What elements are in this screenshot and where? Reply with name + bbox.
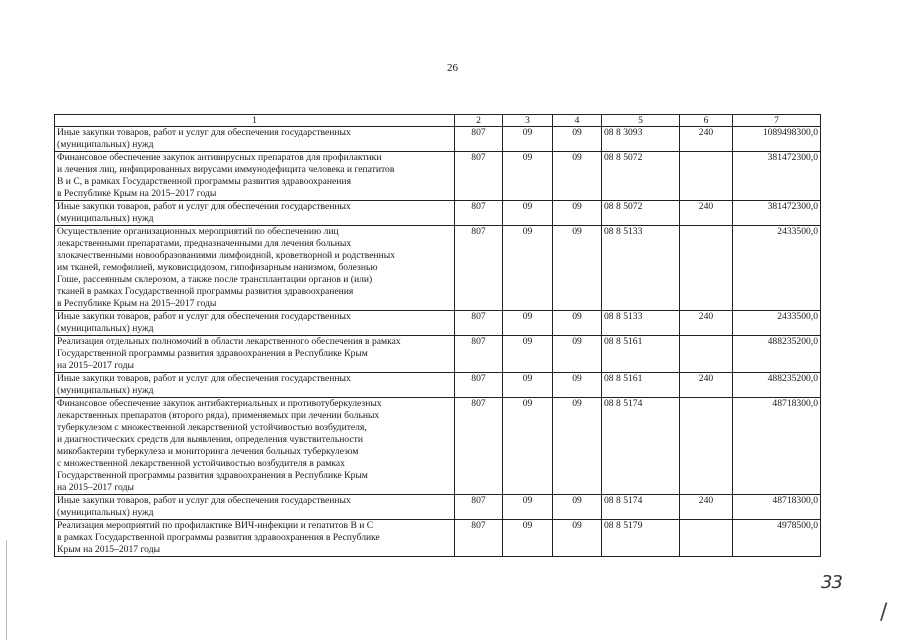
row-description: Реализация мероприятий по профилактике ВИЧ-инфекции и гепатитов В и С в рамках Государственной программы развития здравоохранения в Республике Крым на 2015–2017 годы xyxy=(55,520,455,557)
table-row xyxy=(55,520,821,557)
amount: 381472300,0 xyxy=(733,152,821,201)
row-description: Осуществление организационных мероприятий по обеспечению лиц лекарственными препаратами, предназначенными для лечения больных злокачественными новообразованиями лимфоидной, кроветворной и родственных им тканей, гемофилией, муковисцидозом, гипофизарным нанизмом, болезнью Гоше, рассеянным склерозом, а также после трансплантации органов и (или) тканей в рамках Государственной программы развития здравоохранения в Республике Крым на 2015–2017 годы xyxy=(55,226,455,311)
handwritten-margin-note: 33 xyxy=(821,572,842,593)
row-description: Финансовое обеспечение закупок антибактериальных и противотуберкулезных лекарственных препаратов (второго ряда), применяемых при лечении больных туберкулезом с множественной лекарственной устойчивостью возбудителя, и диагностических средств для выявления, определения чувствительности микобактерии туберкулеза и мониторинга лечения больных туберкулезом с множественной лекарственной устойчивостью возбудителя в рамках Государственной программы развития здравоохранения в Республике Крым на 2015–2017 годы xyxy=(55,398,455,495)
ministry-code: 807 xyxy=(455,226,503,311)
target-article-code: 08 8 5133 xyxy=(602,311,680,336)
ministry-code: 807 xyxy=(455,201,503,226)
table-row xyxy=(55,311,821,336)
table-row xyxy=(55,495,821,520)
table-body xyxy=(55,127,821,557)
scan-mark: / xyxy=(880,600,888,625)
section-code: 09 xyxy=(503,373,553,398)
ministry-code: 807 xyxy=(455,495,503,520)
column-header: 1 xyxy=(55,115,455,127)
target-article-code: 08 8 5072 xyxy=(602,201,680,226)
target-article-code: 08 8 5072 xyxy=(602,152,680,201)
expense-type-code: 240 xyxy=(680,495,733,520)
section-code: 09 xyxy=(503,520,553,557)
subsection-code: 09 xyxy=(553,311,602,336)
amount: 48718300,0 xyxy=(733,495,821,520)
row-description: Иные закупки товаров, работ и услуг для обеспечения государственных (муниципальных) нужд xyxy=(55,127,455,152)
row-description: Иные закупки товаров, работ и услуг для обеспечения государственных (муниципальных) нужд xyxy=(55,495,455,520)
row-description: Финансовое обеспечение закупок антивирусных препаратов для профилактики и лечения лиц, инфицированных вирусами иммунодефицита человека и гепатитов В и С, в рамках Государственной программы развития здравоохранения в Республике Крым на 2015–2017 годы xyxy=(55,152,455,201)
column-header: 2 xyxy=(455,115,503,127)
target-article-code: 08 8 5133 xyxy=(602,226,680,311)
section-code: 09 xyxy=(503,152,553,201)
row-description: Иные закупки товаров, работ и услуг для обеспечения государственных (муниципальных) нужд xyxy=(55,201,455,226)
amount: 4978500,0 xyxy=(733,520,821,557)
ministry-code: 807 xyxy=(455,373,503,398)
ministry-code: 807 xyxy=(455,398,503,495)
amount: 381472300,0 xyxy=(733,201,821,226)
subsection-code: 09 xyxy=(553,373,602,398)
target-article-code: 08 8 5179 xyxy=(602,520,680,557)
ministry-code: 807 xyxy=(455,311,503,336)
ministry-code: 807 xyxy=(455,152,503,201)
table-row xyxy=(55,373,821,398)
amount: 488235200,0 xyxy=(733,336,821,373)
section-code: 09 xyxy=(503,311,553,336)
table-row xyxy=(55,127,821,152)
page-number: 26 xyxy=(447,62,458,74)
target-article-code: 08 8 3093 xyxy=(602,127,680,152)
column-header: 7 xyxy=(733,115,821,127)
expense-type-code xyxy=(680,152,733,201)
subsection-code: 09 xyxy=(553,226,602,311)
expense-type-code xyxy=(680,398,733,495)
ministry-code: 807 xyxy=(455,520,503,557)
scan-edge-line xyxy=(6,540,7,640)
column-header: 5 xyxy=(602,115,680,127)
expense-type-code: 240 xyxy=(680,201,733,226)
subsection-code: 09 xyxy=(553,398,602,495)
amount: 2433500,0 xyxy=(733,226,821,311)
section-code: 09 xyxy=(503,201,553,226)
ministry-code: 807 xyxy=(455,336,503,373)
expense-type-code xyxy=(680,520,733,557)
row-description: Иные закупки товаров, работ и услуг для обеспечения государственных (муниципальных) нужд xyxy=(55,373,455,398)
table-row xyxy=(55,201,821,226)
row-description: Иные закупки товаров, работ и услуг для обеспечения государственных (муниципальных) нужд xyxy=(55,311,455,336)
ministry-code: 807 xyxy=(455,127,503,152)
target-article-code: 08 8 5161 xyxy=(602,373,680,398)
expense-type-code xyxy=(680,336,733,373)
expense-type-code: 240 xyxy=(680,373,733,398)
subsection-code: 09 xyxy=(553,495,602,520)
column-header: 4 xyxy=(553,115,602,127)
target-article-code: 08 8 5174 xyxy=(602,495,680,520)
subsection-code: 09 xyxy=(553,127,602,152)
section-code: 09 xyxy=(503,127,553,152)
section-code: 09 xyxy=(503,226,553,311)
amount: 48718300,0 xyxy=(733,398,821,495)
expense-type-code: 240 xyxy=(680,311,733,336)
table-row xyxy=(55,152,821,201)
table-row xyxy=(55,226,821,311)
amount: 488235200,0 xyxy=(733,373,821,398)
target-article-code: 08 8 5161 xyxy=(602,336,680,373)
budget-table xyxy=(54,114,821,557)
amount: 2433500,0 xyxy=(733,311,821,336)
table-row xyxy=(55,398,821,495)
subsection-code: 09 xyxy=(553,336,602,373)
row-description: Реализация отдельных полномочий в области лекарственного обеспечения в рамках Государственной программы развития здравоохранения в Республике Крым на 2015–2017 годы xyxy=(55,336,455,373)
header-row xyxy=(55,115,821,127)
section-code: 09 xyxy=(503,398,553,495)
subsection-code: 09 xyxy=(553,152,602,201)
column-header: 6 xyxy=(680,115,733,127)
expense-type-code xyxy=(680,226,733,311)
target-article-code: 08 8 5174 xyxy=(602,398,680,495)
subsection-code: 09 xyxy=(553,520,602,557)
table-row xyxy=(55,336,821,373)
column-header: 3 xyxy=(503,115,553,127)
section-code: 09 xyxy=(503,495,553,520)
section-code: 09 xyxy=(503,336,553,373)
expense-type-code: 240 xyxy=(680,127,733,152)
subsection-code: 09 xyxy=(553,201,602,226)
amount: 1089498300,0 xyxy=(733,127,821,152)
